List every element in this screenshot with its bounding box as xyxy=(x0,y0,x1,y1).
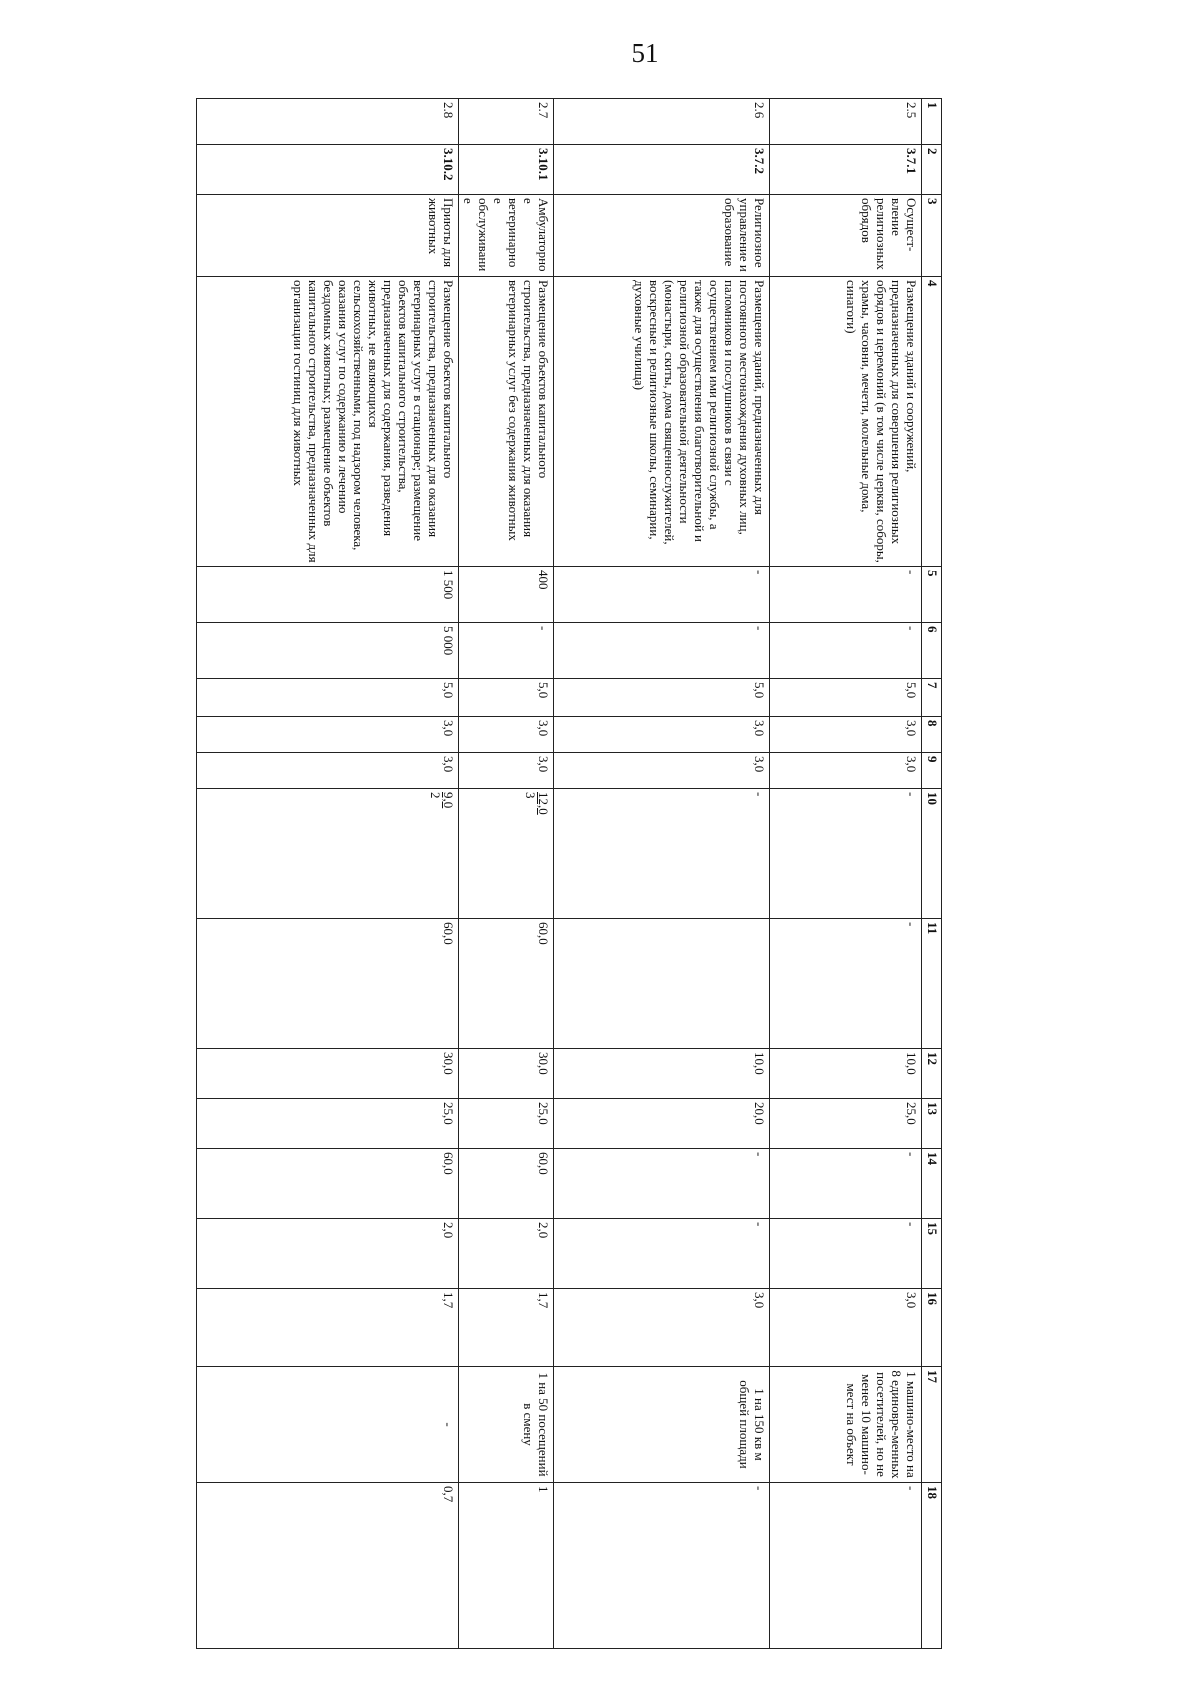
table-cell xyxy=(554,919,770,1049)
table-cell: 5,0 xyxy=(770,679,922,717)
table-cell: 2,0 xyxy=(459,1219,554,1289)
table-cell: 60,0 xyxy=(459,919,554,1049)
table-cell: 3,0 xyxy=(770,717,922,753)
table-cell: 25,0 xyxy=(197,1099,459,1149)
table-cell: 5,0 xyxy=(554,679,770,717)
column-header: 16 xyxy=(922,1289,942,1367)
column-header: 5 xyxy=(922,567,942,623)
table-cell: 30,0 xyxy=(459,1049,554,1099)
column-header: 6 xyxy=(922,623,942,679)
table-cell: - xyxy=(770,1219,922,1289)
use-description: Размещение объектов капитального строительства, предназначенных для оказания ветеринарных услуг в стационаре; размещение объектов капитального строительства, предназначенных для содержания, разведения животных, не являющихся сельскохозяйственными, под надзором человека, оказания услуг по содержанию и лечению бездомных животных; размещение объектов капитального строительства, предназначенных для организации гостиниц для животных xyxy=(197,277,459,567)
fraction-value xyxy=(524,792,550,815)
table-cell: 3,0 xyxy=(554,1289,770,1367)
fraction-denominator: 2 xyxy=(428,792,443,799)
parking-norm: 1 машино-место на 8 единовре-менных посетителей, но не менее 10 машино-мест на объект xyxy=(770,1367,922,1483)
parking-norm: 1 на 50 посещений в смену xyxy=(459,1367,554,1483)
column-header: 10 xyxy=(922,789,942,919)
table-cell: 10,0 xyxy=(770,1049,922,1099)
column-header: 1 xyxy=(922,99,942,145)
column-header: 14 xyxy=(922,1149,942,1219)
row-number: 2.8 xyxy=(197,99,459,145)
table-cell: 20,0 xyxy=(554,1099,770,1149)
table-cell: 25,0 xyxy=(770,1099,922,1149)
table-cell: 0,7 xyxy=(197,1483,459,1649)
use-description: Размещение зданий и сооружений, предназначенных для совершения религиозных обрядов и церемоний (в том числе церкви, соборы, храмы, часовни, мечети, молельные дома, синагоги) xyxy=(770,277,922,567)
table-cell xyxy=(459,789,554,919)
table-cell: 1 500 xyxy=(197,567,459,623)
table-row xyxy=(770,99,922,1649)
column-header: 12 xyxy=(922,1049,942,1099)
table-cell: 60,0 xyxy=(197,1149,459,1219)
table-cell: 1 xyxy=(459,1483,554,1649)
table-cell: - xyxy=(770,919,922,1049)
use-code: 3.10.1 xyxy=(459,145,554,195)
table-cell: 5,0 xyxy=(197,679,459,717)
column-header: 3 xyxy=(922,195,942,277)
table-cell: - xyxy=(554,1219,770,1289)
table-cell: - xyxy=(554,567,770,623)
table-header-row xyxy=(922,99,942,1649)
fraction-numerator: 9,0 xyxy=(441,792,456,809)
table-row xyxy=(554,99,770,1649)
table-cell: 10,0 xyxy=(554,1049,770,1099)
use-name: Осущест-вление религиозных обрядов xyxy=(770,195,922,277)
fraction-value xyxy=(429,792,455,808)
table-cell: 400 xyxy=(459,567,554,623)
zoning-parameters-table xyxy=(196,98,942,1649)
table-cell: 60,0 xyxy=(197,919,459,1049)
row-number: 2.6 xyxy=(554,99,770,145)
table-cell: 3,0 xyxy=(459,753,554,789)
use-name: Религиозное управление и образование xyxy=(554,195,770,277)
rotated-table-container xyxy=(198,98,942,1598)
use-code: 3.10.2 xyxy=(197,145,459,195)
column-header: 2 xyxy=(922,145,942,195)
parking-norm: 1 на 150 кв м общей площади xyxy=(554,1367,770,1483)
table-cell: - xyxy=(554,1149,770,1219)
table-cell: 5,0 xyxy=(459,679,554,717)
table-cell: 3,0 xyxy=(554,753,770,789)
table-cell: - xyxy=(770,1483,922,1649)
table-cell: 3,0 xyxy=(554,717,770,753)
column-header: 9 xyxy=(922,753,942,789)
use-code: 3.7.1 xyxy=(770,145,922,195)
table-cell: 30,0 xyxy=(197,1049,459,1099)
column-header: 11 xyxy=(922,919,942,1049)
table-cell: 3,0 xyxy=(197,717,459,753)
table-cell: - xyxy=(459,623,554,679)
column-header: 8 xyxy=(922,717,942,753)
parking-norm: - xyxy=(197,1367,459,1483)
column-header: 15 xyxy=(922,1219,942,1289)
table-cell: 5 000 xyxy=(197,623,459,679)
table-cell: 3,0 xyxy=(197,753,459,789)
table-cell: - xyxy=(770,623,922,679)
fraction-numerator: 12,0 xyxy=(536,792,551,815)
table-cell: - xyxy=(770,1149,922,1219)
fraction-denominator: 3 xyxy=(523,792,538,799)
row-number: 2.7 xyxy=(459,99,554,145)
page-number: 51 xyxy=(631,38,659,68)
table-cell: - xyxy=(554,623,770,679)
table-cell: 3,0 xyxy=(770,1289,922,1367)
use-description: Размещение объектов капитального строительства, предназначенных для оказания ветеринарных услуг без содержания животных xyxy=(459,277,554,567)
table-cell: - xyxy=(770,789,922,919)
table-cell: 2,0 xyxy=(197,1219,459,1289)
use-code: 3.7.2 xyxy=(554,145,770,195)
table-cell: 3,0 xyxy=(770,753,922,789)
table-cell: 1,7 xyxy=(459,1289,554,1367)
use-name: Амбулаторное ветеринарное обслуживание xyxy=(459,195,554,277)
column-header: 4 xyxy=(922,277,942,567)
table-cell: 1,7 xyxy=(197,1289,459,1367)
column-header: 18 xyxy=(922,1483,942,1649)
column-header: 13 xyxy=(922,1099,942,1149)
table-cell: 25,0 xyxy=(459,1099,554,1149)
row-number: 2.5 xyxy=(770,99,922,145)
table-cell xyxy=(197,789,459,919)
use-name: Приюты для животных xyxy=(197,195,459,277)
table-cell: - xyxy=(554,789,770,919)
table-row xyxy=(197,99,459,1649)
table-cell: - xyxy=(554,1483,770,1649)
column-header: 7 xyxy=(922,679,942,717)
table-cell: - xyxy=(770,567,922,623)
table-cell: 3,0 xyxy=(459,717,554,753)
use-description: Размещение зданий, предназначенных для постоянного местонахождения духовных лиц, паломников и послушников в связи с осуществлением ими религиозной службы, а также для осуществления благотворительной и религиозной образовательной деятельности (монастыри, скиты, дома священнослужителей, воскресные и религиозные школы, семинарии, духовные училища) xyxy=(554,277,770,567)
column-header: 17 xyxy=(922,1367,942,1483)
table-row xyxy=(459,99,554,1649)
table-cell: 60,0 xyxy=(459,1149,554,1219)
